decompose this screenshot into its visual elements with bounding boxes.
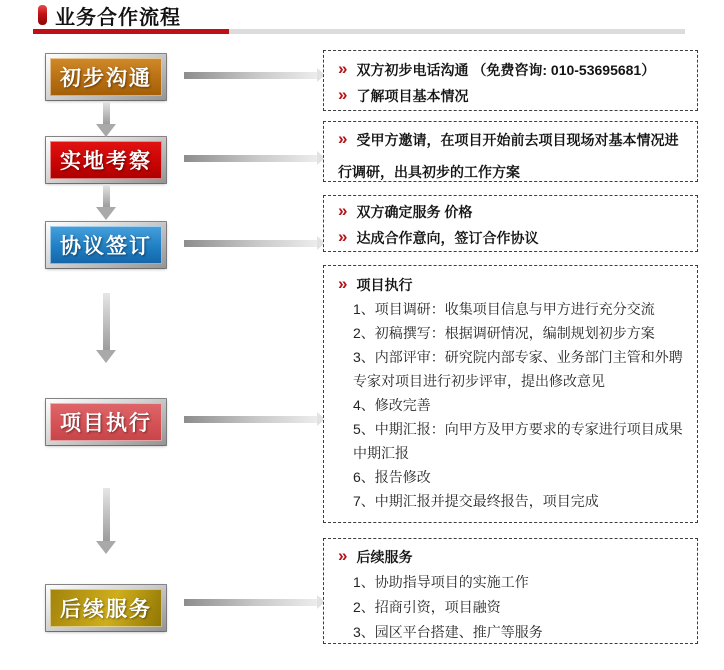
panel-header <box>338 544 687 570</box>
flow-step-fill <box>50 589 162 627</box>
flow-step-label: 实地考察 <box>60 150 152 173</box>
flow-step-agreement-signing <box>46 222 166 268</box>
title-underline-gray <box>229 29 685 34</box>
double-chevron-icon: » <box>338 274 348 293</box>
title-marker-icon <box>38 5 47 25</box>
flow-step-label: 项目执行 <box>60 412 152 435</box>
panel-line <box>338 225 687 251</box>
down-arrow-icon <box>96 293 116 363</box>
right-connector-arrow <box>184 599 317 606</box>
flow-step-site-visit <box>46 137 166 183</box>
page-title: 业务合作流程 <box>55 7 181 29</box>
flow-step-label: 后续服务 <box>60 598 152 621</box>
double-chevron-icon: » <box>338 129 348 148</box>
detail-panel-site-visit <box>323 121 698 182</box>
double-chevron-icon: » <box>338 201 348 220</box>
list-item: 3、园区平台搭建、推广等服务 <box>353 624 543 640</box>
panel-text: 双方确定服务 价格 <box>356 204 473 220</box>
panel-header-text: 后续服务 <box>356 549 413 565</box>
panel-text: 了解项目基本情况 <box>356 88 469 104</box>
panel-line <box>338 124 687 188</box>
list-item: 7、中期汇报并提交最终报告，项目完成 <box>353 493 599 509</box>
detail-panel-project-execution <box>323 265 698 523</box>
list-item: 3、内部评审：研究院内部专家、业务部门主管和外聘专家对项目进行初步评审，提出修改意见 <box>353 349 683 389</box>
list-item: 2、招商引资，项目融资 <box>353 599 501 615</box>
double-chevron-icon: » <box>338 546 348 565</box>
right-connector-arrow <box>184 240 317 247</box>
panel-text: 双方初步电话沟通 （免费咨询: 010-53695681） <box>356 62 656 78</box>
flow-step-project-execution <box>46 399 166 445</box>
right-connector-arrow <box>184 416 317 423</box>
list-item: 2、初稿撰写：根据调研情况，编制规划初步方案 <box>353 325 655 341</box>
panel-line <box>338 199 687 225</box>
flow-step-label: 协议签订 <box>60 235 152 258</box>
list-item: 1、协助指导项目的实施工作 <box>353 574 529 590</box>
panel-text: 受甲方邀请，在项目开始前去项目现场对基本情况进行调研，出具初步的工作方案 <box>338 132 679 180</box>
panel-header <box>338 273 687 297</box>
detail-panel-agreement-signing <box>323 195 698 252</box>
detail-panel-initial-communication <box>323 50 698 111</box>
list-item: 5、中期汇报：向甲方及甲方要求的专家进行项目成果中期汇报 <box>353 421 683 461</box>
panel-text: 达成合作意向，签订合作协议 <box>356 230 539 246</box>
double-chevron-icon: » <box>338 227 348 246</box>
list-item: 4、修改完善 <box>353 397 431 413</box>
flow-step-follow-up-service <box>46 585 166 631</box>
flow-step-fill <box>50 226 162 264</box>
right-connector-arrow <box>184 155 317 162</box>
flow-step-label: 初步沟通 <box>60 67 152 90</box>
down-arrow-icon <box>96 101 116 137</box>
double-chevron-icon: » <box>338 85 348 104</box>
panel-header-text: 项目执行 <box>356 277 413 293</box>
flow-step-fill <box>50 58 162 96</box>
double-chevron-icon: » <box>338 59 348 78</box>
flow-step-fill <box>50 141 162 179</box>
title-underline-red <box>33 29 229 34</box>
down-arrow-icon <box>96 488 116 554</box>
list-item: 6、报告修改 <box>353 469 431 485</box>
right-connector-arrow <box>184 72 317 79</box>
down-arrow-icon <box>96 184 116 220</box>
flow-step-initial-communication <box>46 54 166 100</box>
flow-step-fill <box>50 403 162 441</box>
panel-line <box>338 57 687 83</box>
detail-panel-follow-up-service <box>323 538 698 644</box>
panel-line <box>338 83 687 109</box>
list-item: 1、项目调研：收集项目信息与甲方进行充分交流 <box>353 301 655 317</box>
